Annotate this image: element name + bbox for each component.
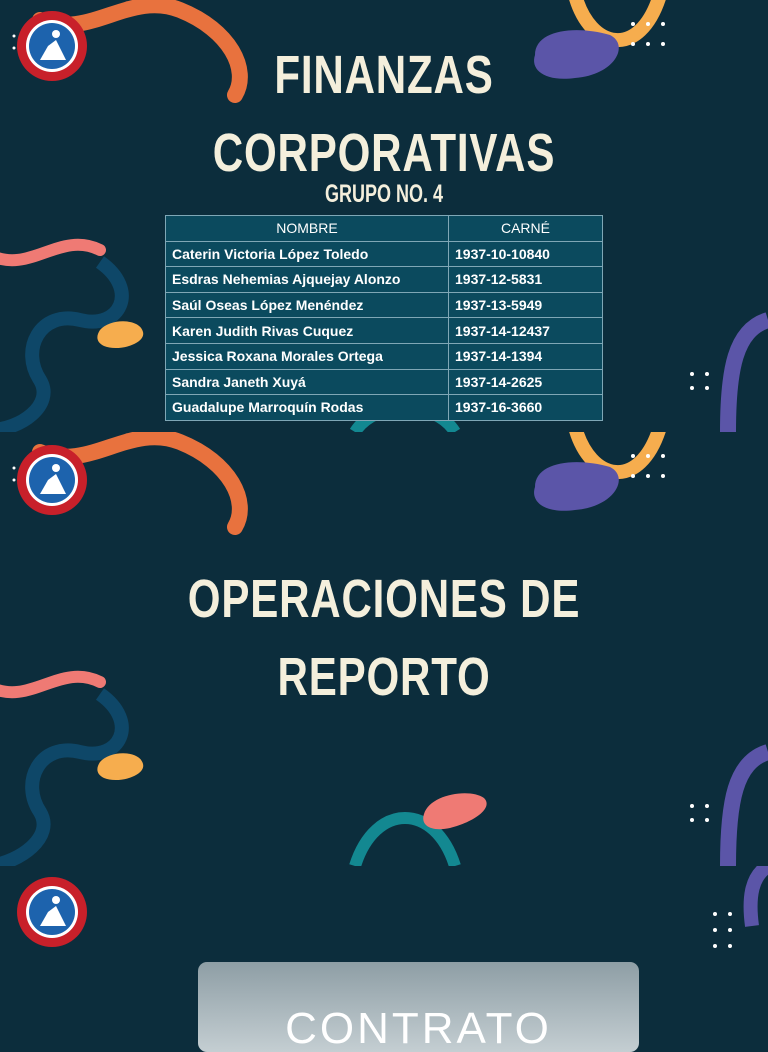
page-title	[84, 36, 683, 192]
member-name: Saúl Oseas López Menéndez	[166, 292, 449, 318]
contrato-label: CONTRATO	[285, 1004, 552, 1052]
column-header-carne: CARNÉ	[449, 216, 603, 242]
group-subtitle: GRUPO NO. 4	[324, 180, 444, 208]
member-id: 1937-14-1394	[449, 343, 603, 369]
table-row	[166, 241, 603, 267]
member-id: 1937-13-5949	[449, 292, 603, 318]
member-name: Sandra Janeth Xuyá	[166, 369, 449, 395]
university-logo	[16, 876, 88, 948]
table-row	[166, 267, 603, 293]
title-line-2: REPORTO	[277, 647, 491, 707]
table-row	[166, 395, 603, 421]
table-row	[166, 369, 603, 395]
member-id: 1937-10-10840	[449, 241, 603, 267]
title-line-2: CORPORATIVAS	[212, 123, 556, 183]
slide-finanzas	[0, 0, 768, 432]
contrato-card	[198, 962, 639, 1052]
member-id: 1937-16-3660	[449, 395, 603, 421]
members-table	[165, 215, 603, 421]
table-row	[166, 318, 603, 344]
table-row	[166, 292, 603, 318]
section-title	[84, 560, 683, 716]
university-logo	[16, 10, 88, 82]
title-line-1: OPERACIONES DE	[187, 569, 581, 629]
member-name: Jessica Roxana Morales Ortega	[166, 343, 449, 369]
member-name: Guadalupe Marroquín Rodas	[166, 395, 449, 421]
member-id: 1937-12-5831	[449, 267, 603, 293]
table-header-row	[166, 216, 603, 242]
title-line-1: FINANZAS	[274, 45, 494, 105]
member-name: Esdras Nehemias Ajquejay Alonzo	[166, 267, 449, 293]
column-header-nombre: NOMBRE	[166, 216, 449, 242]
member-id: 1937-14-12437	[449, 318, 603, 344]
member-name: Karen Judith Rivas Cuquez	[166, 318, 449, 344]
member-id: 1937-14-2625	[449, 369, 603, 395]
member-name: Caterin Victoria López Toledo	[166, 241, 449, 267]
university-logo	[16, 444, 88, 516]
table-row	[166, 343, 603, 369]
